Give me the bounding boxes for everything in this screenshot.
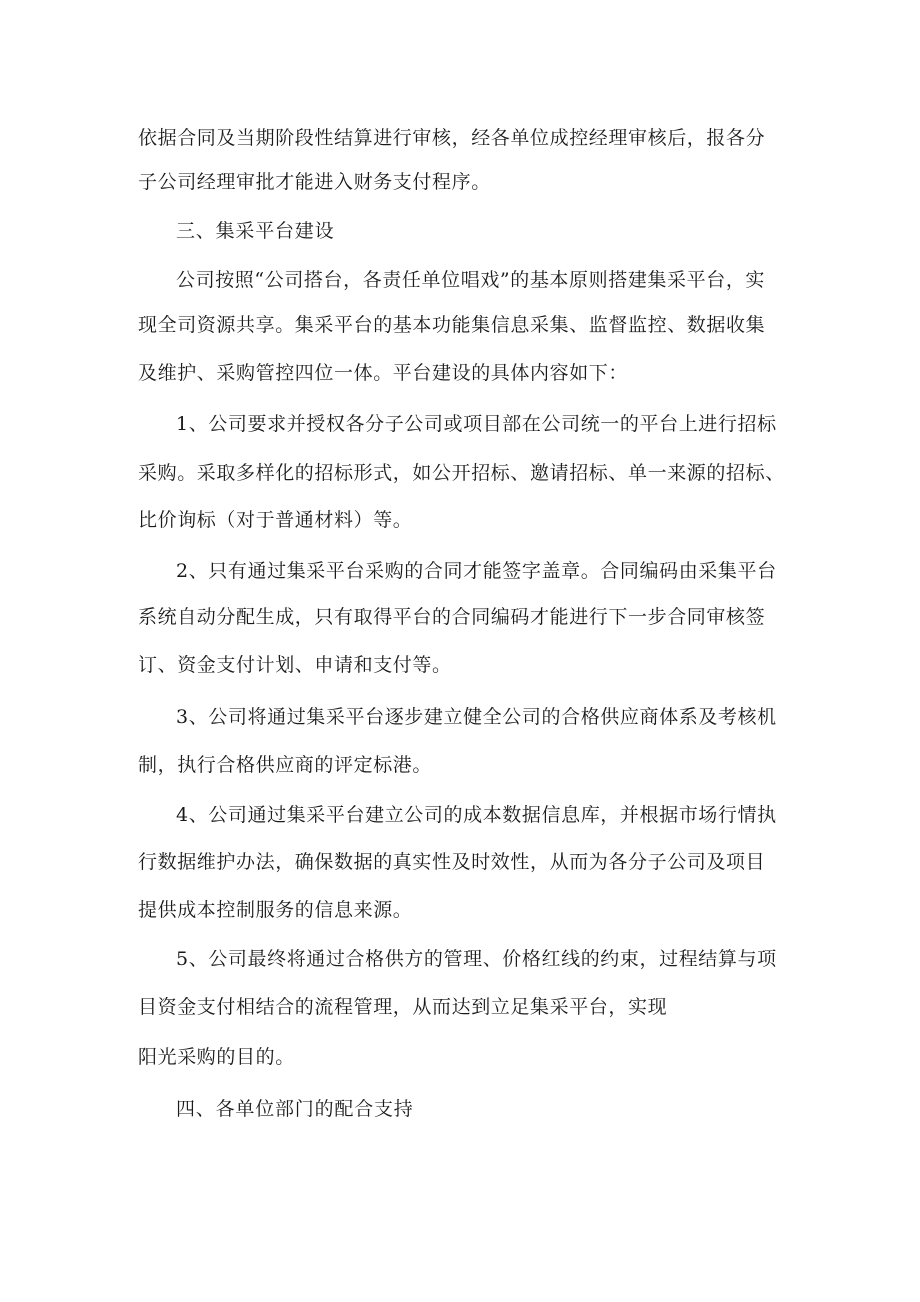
paragraph-line: 子公司经理审批才能进入财务支付程序。 — [138, 171, 491, 193]
paragraph-line: 及维护、采购管控四位一体。平台建设的具体内容如下： — [138, 362, 629, 384]
list-item-3: 3、公司将通过集采平台逐步建立健全公司的合格供应商体系及考核机 — [176, 706, 777, 728]
paragraph-line: 系统自动分配生成，只有取得平台的合同编码才能进行下一步合同审核签 — [138, 606, 766, 628]
paragraph-line: 目资金支付相结合的流程管理，从而达到立足集采平台，实现 — [138, 996, 668, 1018]
paragraph-line: 比价询标（对于普通材料）等。 — [138, 509, 413, 531]
section-heading-3: 三、集采平台建设 — [176, 220, 335, 242]
paragraph-line: 行数据维护办法，确保数据的真实性及时效性，从而为各分子公司及项目 — [138, 851, 766, 873]
paragraph-line: 采购。采取多样化的招标形式，如公开招标、邀请招标、单一来源的招标、 — [138, 462, 785, 484]
list-item-2: 2、只有通过集采平台采购的合同才能签字盖章。合同编码由采集平台 — [176, 560, 777, 582]
list-item-5: 5、公司最终将通过合格供方的管理、价格红线的约束，过程结算与项 — [176, 948, 777, 970]
paragraph-line: 公司按照“公司搭台，各责任单位唱戏”的基本原则搭建集采平台，实 — [176, 269, 766, 291]
paragraph-line: 提供成本控制服务的信息来源。 — [138, 899, 413, 921]
list-item-1: 1、公司要求并授权各分子公司或项目部在公司统一的平台上进行招标 — [176, 413, 777, 435]
paragraph-line: 现全司资源共享。集采平台的基本功能集信息采集、监督监控、数据收集 — [138, 314, 766, 336]
paragraph-line: 阳光采购的目的。 — [138, 1046, 295, 1068]
paragraph-line: 制，执行合格供应商的评定标港。 — [138, 754, 433, 776]
paragraph-line: 依据合同及当期阶段性结算进行审核，经各单位成控经理审核后，报各分 — [138, 127, 766, 149]
list-item-4: 4、公司通过集采平台建立公司的成本数据信息库，并根据市场行情执 — [176, 804, 777, 826]
section-heading-4: 四、各单位部门的配合支持 — [176, 1098, 414, 1120]
paragraph-line: 订、资金支付计划、申请和支付等。 — [138, 654, 452, 676]
